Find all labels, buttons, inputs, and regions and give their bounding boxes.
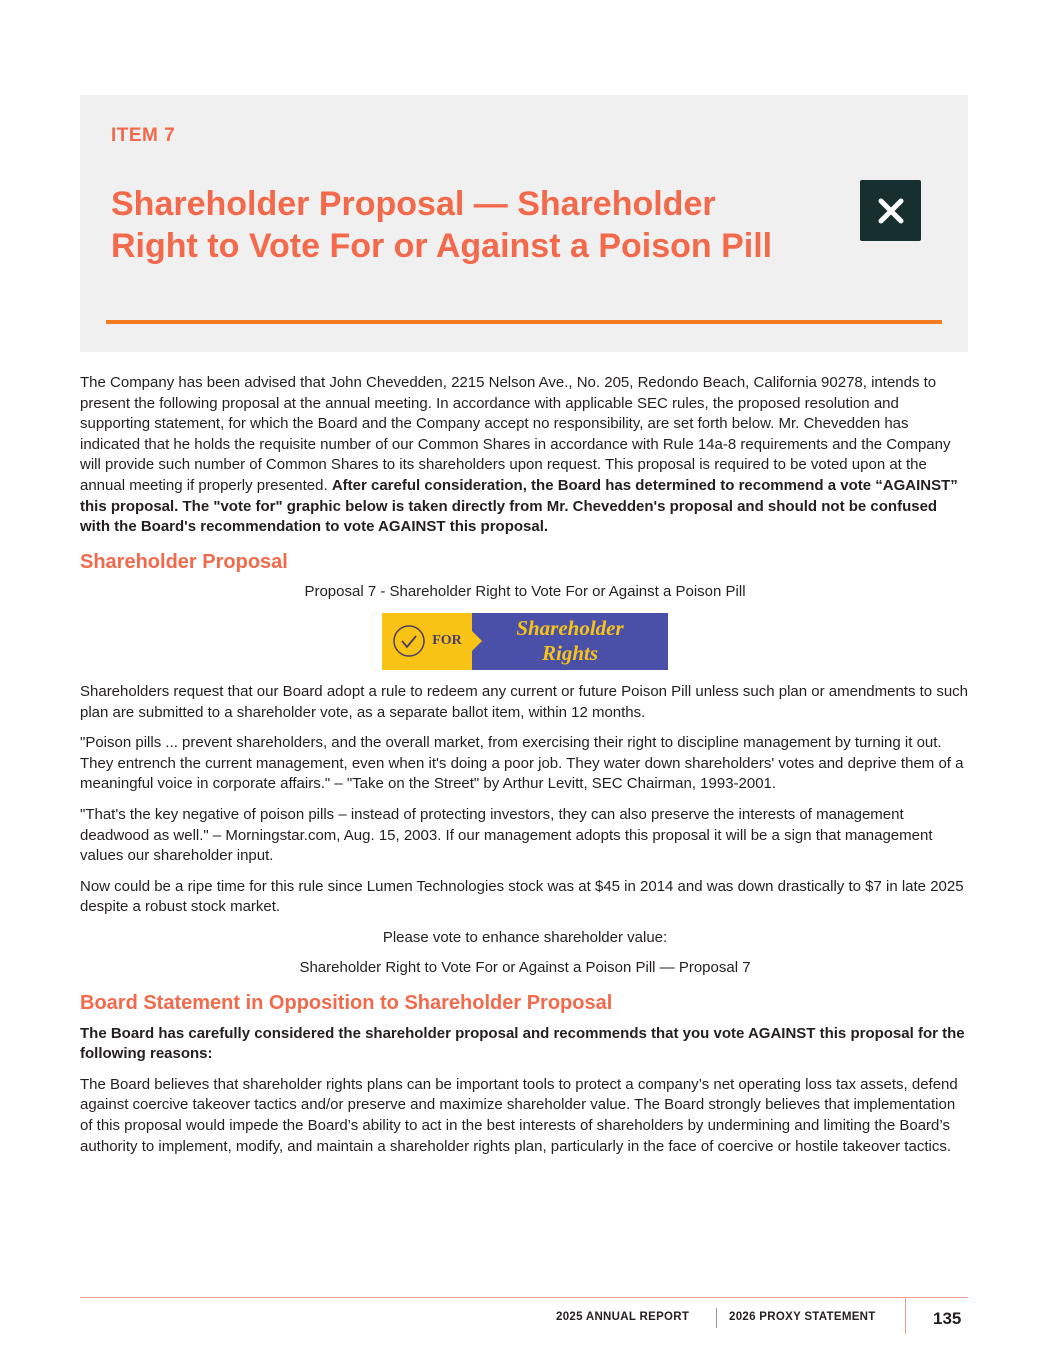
intro-text: The Company has been advised that John Chevedden, 2215 Nelson Ave., No. 205, Redondo Beach, California 90278, intends to present the following proposal at the annual meeting. In accordance with applicable SEC rules, the proposed resolution and supporting statement, for which the Board and the Company accept no responsibility, are set forth below. Mr. Chevedden has indicated that he holds the requisite number of our Common Shares in accordance with Rule 14a-8 requirements and the Company will provide such number of Common Shares to its shareholders upon request. This proposal is required to be voted upon at the annual meeting if properly presented. <box>80 374 951 494</box>
check-circle-icon <box>392 624 426 658</box>
board-heading: Board Statement in Opposition to Shareholder Proposal <box>80 992 613 1015</box>
intro-paragraph <box>80 373 970 538</box>
proposal-paragraph: "That's the key negative of poison pills – instead of protecting investors, they can also preserve the interests of management deadwood as well." – Morningstar.com, Aug. 15, 2003. If our management adopts this proposal it will be a sign that management values our shareholder input. <box>80 805 933 865</box>
close-x-icon <box>860 180 921 241</box>
board-paragraph: The Board believes that shareholder rights plans can be important tools to protect a company’s net operating loss tax assets, defend against coercive takeover tactics and/or preserve and maximize shareholder value. The Board strongly believes that implementation of this proposal would impede the Board’s ability to act in the best interests of shareholders by undermining and limiting the Board’s authority to implement, modify, and maintain a shareholder rights plan, particularly in the face of coercive or hostile takeover tactics. <box>80 1075 958 1155</box>
proposal-paragraph: Shareholders request that our Board adopt a rule to redeem any current or future Poison Pill unless such plan or amendments to such plan are submitted to a shareholder vote, as a separate ballot item, within 12 months. <box>80 682 969 721</box>
body <box>80 373 970 1167</box>
footer-divider <box>905 1298 906 1334</box>
item-number: ITEM 7 <box>111 125 176 146</box>
intro-bold: After careful consideration, the Board has determined to recommend a vote “AGAINST” this proposal. The "vote for" graphic below is taken directly from Mr. Chevedden's proposal and should not be confused with the Board's recommendation to vote AGAINST this proposal. <box>80 476 958 536</box>
badge-line1: Shareholder <box>516 615 624 640</box>
for-badge <box>382 613 668 670</box>
footer-proxy-statement: 2026 PROXY STATEMENT <box>729 1311 876 1323</box>
board-bold-text: The Board has carefully considered the shareholder proposal and recommends that you vote AGAINST this proposal for the following reasons: <box>80 1024 965 1063</box>
vote-line-1: Please vote to enhance shareholder value: <box>382 928 668 946</box>
badge-line2: Rights <box>541 640 599 665</box>
proposal-paragraph: Now could be a ripe time for this rule since Lumen Technologies stock was at $45 in 2014 and was down drastically to $7 in late 2025 despite a robust stock market. <box>80 877 964 916</box>
badge-for: FOR <box>432 633 462 649</box>
board-bold <box>80 1024 970 1065</box>
proposal-subtitle: Proposal 7 - Shareholder Right to Vote For or Against a Poison Pill <box>304 583 746 601</box>
proposal-heading: Shareholder Proposal <box>80 550 288 573</box>
title-rule <box>106 320 942 324</box>
page-title: Shareholder Proposal — Shareholder Right to Vote For or Against a Poison Pill <box>111 185 773 265</box>
footer-divider <box>716 1308 717 1328</box>
footer-rule <box>80 1297 968 1298</box>
item-header <box>80 95 968 352</box>
vote-line-2: Shareholder Right to Vote For or Against a Poison Pill — Proposal 7 <box>299 959 751 977</box>
page-number: 135 <box>933 1309 962 1328</box>
proposal-paragraph: "Poison pills ... prevent shareholders, and the overall market, from exercising their right to discipline management by turning it out. They entrench the current management, even when it's doing a poor job. They water down shareholders' votes and deprive them of a meaningful voice in corporate affairs." – "Take on the Street" by Arthur Levitt, SEC Chairman, 1993-2001. <box>80 734 964 793</box>
footer-annual-report: 2025 ANNUAL REPORT <box>556 1311 690 1323</box>
